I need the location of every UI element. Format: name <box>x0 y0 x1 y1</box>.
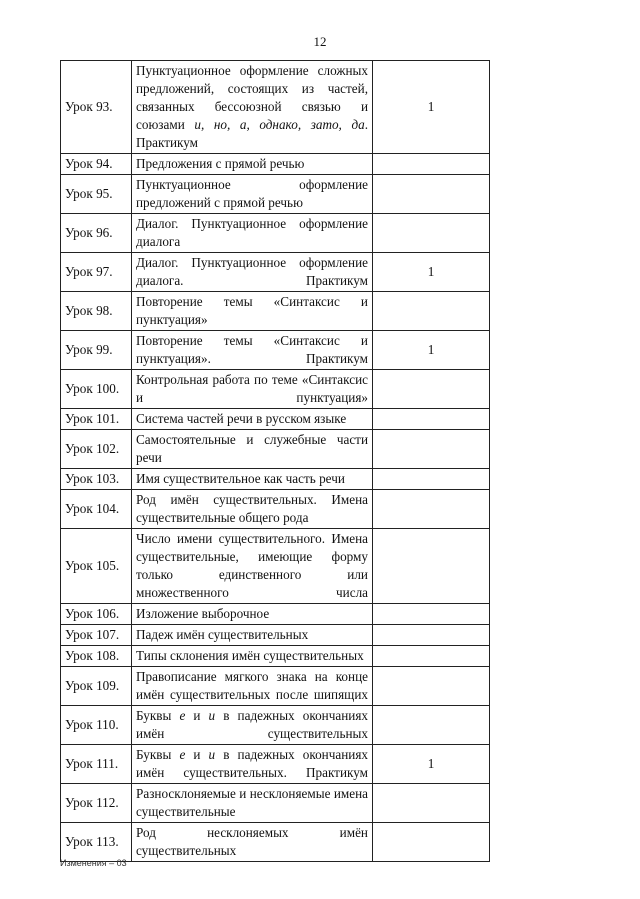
lesson-number: Урок 96. <box>61 214 132 253</box>
lesson-table <box>60 60 490 862</box>
lesson-hours <box>373 625 490 646</box>
lesson-number: Урок 101. <box>61 409 132 430</box>
lesson-number: Урок 102. <box>61 430 132 469</box>
lesson-topic: Имя существительное как часть речи <box>132 469 373 490</box>
lesson-row <box>61 214 490 253</box>
footer-revision: Изменения – 03 <box>60 858 127 868</box>
lesson-topic: Род имён существительных. Имена существительные общего рода <box>132 490 373 529</box>
lesson-row <box>61 154 490 175</box>
lesson-number: Урок 113. <box>61 823 132 862</box>
lesson-number: Урок 109. <box>61 667 132 706</box>
lesson-row <box>61 253 490 292</box>
lesson-number: Урок 108. <box>61 646 132 667</box>
lesson-hours <box>373 154 490 175</box>
lesson-row <box>61 667 490 706</box>
lesson-row <box>61 490 490 529</box>
lesson-row <box>61 430 490 469</box>
lesson-row <box>61 823 490 862</box>
lesson-hours: 1 <box>373 61 490 154</box>
lesson-topic: Диалог. Пунктуационное оформление диалога. Практикум <box>132 253 373 292</box>
lesson-number: Урок 112. <box>61 784 132 823</box>
lesson-hours <box>373 784 490 823</box>
lesson-number: Урок 111. <box>61 745 132 784</box>
lesson-row <box>61 469 490 490</box>
lesson-hours <box>373 370 490 409</box>
lesson-topic: Пунктуационное оформление сложных предложений, состоящих из частей, связанных бессоюзной связью и союзами и, но, а, однако, зато, да. Практикум <box>132 61 373 154</box>
lesson-hours <box>373 175 490 214</box>
lesson-hours <box>373 604 490 625</box>
lesson-topic: Правописание мягкого знака на конце имён существительных после шипящих <box>132 667 373 706</box>
lesson-topic: Число имени существительного. Имена существительные, имеющие форму только единственного или множественного числа <box>132 529 373 604</box>
lesson-row <box>61 706 490 745</box>
lesson-row <box>61 331 490 370</box>
lesson-hours <box>373 409 490 430</box>
lesson-row <box>61 409 490 430</box>
lesson-hours: 1 <box>373 331 490 370</box>
lesson-topic: Предложения с прямой речью <box>132 154 373 175</box>
lesson-topic: Контрольная работа по теме «Синтаксис и пунктуация» <box>132 370 373 409</box>
lesson-row <box>61 604 490 625</box>
lesson-number: Урок 105. <box>61 529 132 604</box>
lesson-number: Урок 100. <box>61 370 132 409</box>
lesson-row <box>61 784 490 823</box>
lesson-number: Урок 98. <box>61 292 132 331</box>
lesson-number: Урок 93. <box>61 61 132 154</box>
lesson-row <box>61 529 490 604</box>
lesson-topic: Род несклоняемых имён существительных <box>132 823 373 862</box>
lesson-hours <box>373 490 490 529</box>
lesson-row <box>61 745 490 784</box>
lesson-hours: 1 <box>373 745 490 784</box>
lesson-hours <box>373 706 490 745</box>
lesson-number: Урок 95. <box>61 175 132 214</box>
lesson-number: Урок 97. <box>61 253 132 292</box>
lesson-hours <box>373 529 490 604</box>
lesson-topic: Разносклоняемые и несклоняемые имена существительные <box>132 784 373 823</box>
lesson-number: Урок 103. <box>61 469 132 490</box>
lesson-topic: Диалог. Пунктуационное оформление диалога <box>132 214 373 253</box>
lesson-topic: Падеж имён существительных <box>132 625 373 646</box>
lesson-number: Урок 104. <box>61 490 132 529</box>
lesson-row <box>61 292 490 331</box>
lesson-topic: Повторение темы «Синтаксис и пунктуация». Практикум <box>132 331 373 370</box>
lesson-row <box>61 175 490 214</box>
lesson-row <box>61 61 490 154</box>
lesson-hours <box>373 667 490 706</box>
lesson-hours <box>373 646 490 667</box>
lesson-number: Урок 99. <box>61 331 132 370</box>
lesson-topic: Изложение выборочное <box>132 604 373 625</box>
lesson-topic: Типы склонения имён существительных <box>132 646 373 667</box>
lesson-hours <box>373 292 490 331</box>
lesson-hours: 1 <box>373 253 490 292</box>
page-number: 12 <box>313 34 327 49</box>
lesson-number: Урок 107. <box>61 625 132 646</box>
lesson-table-body <box>61 61 490 862</box>
lesson-number: Урок 106. <box>61 604 132 625</box>
lesson-topic: Пунктуационное оформление предложений с прямой речью <box>132 175 373 214</box>
lesson-hours <box>373 823 490 862</box>
lesson-topic: Самостоятельные и служебные части речи <box>132 430 373 469</box>
lesson-hours <box>373 430 490 469</box>
lesson-hours <box>373 214 490 253</box>
lesson-topic: Система частей речи в русском языке <box>132 409 373 430</box>
lesson-row <box>61 646 490 667</box>
lesson-number: Урок 94. <box>61 154 132 175</box>
lesson-topic: Буквы е и и в падежных окончаниях имён существительных <box>132 706 373 745</box>
lesson-topic: Повторение темы «Синтаксис и пунктуация» <box>132 292 373 331</box>
lesson-number: Урок 110. <box>61 706 132 745</box>
lesson-topic: Буквы е и и в падежных окончаниях имён существительных. Практикум <box>132 745 373 784</box>
lesson-row <box>61 625 490 646</box>
lesson-row <box>61 370 490 409</box>
lesson-hours <box>373 469 490 490</box>
